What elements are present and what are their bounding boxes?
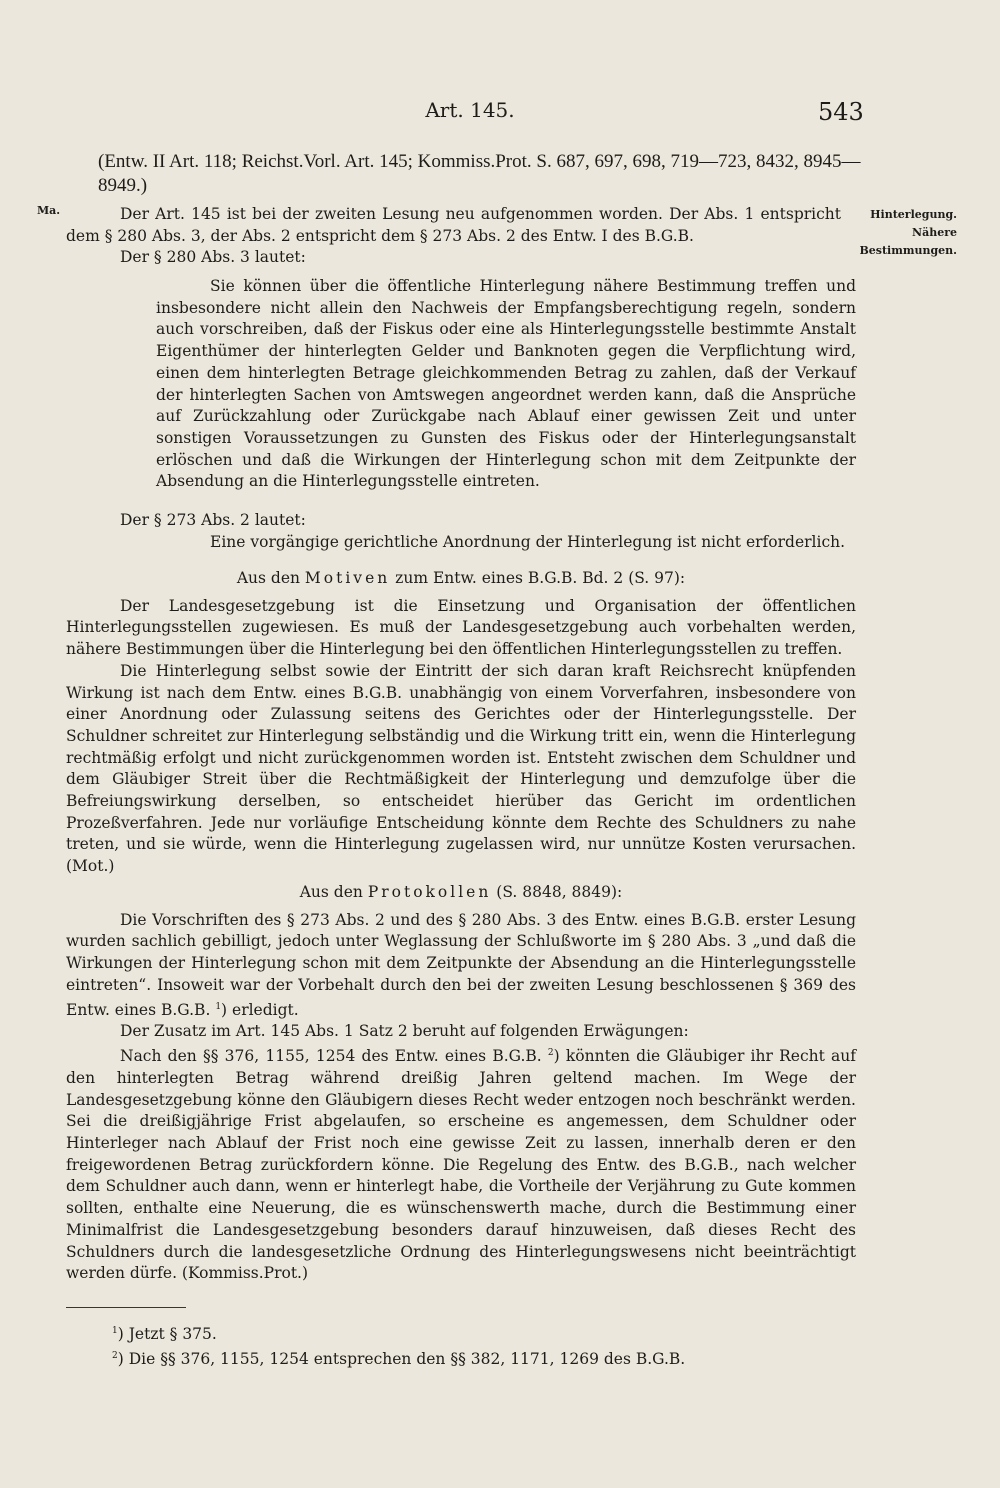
intro-section (66, 204, 841, 269)
margin-notes (845, 206, 957, 260)
running-header: Art. 145. (425, 98, 515, 122)
heading-text: Aus den (236, 569, 300, 587)
intro-lead: Der § 280 Abs. 3 lautet: (120, 248, 306, 267)
section-heading (66, 568, 856, 590)
paragraph: Der Zusatz im Art. 145 Abs. 1 Satz 2 beruht auf folgenden Erwägungen: (120, 1022, 689, 1041)
margin-note: Hinterlegung. (870, 208, 957, 221)
protokolle-section (66, 882, 856, 1285)
footnote-mark: 2 (112, 1351, 118, 1362)
quoted-provision: Eine vorgängige gerichtliche Anordnung der Hinterlegung ist nicht erforderlich. (210, 532, 846, 551)
footnote-ref: 2 (547, 1048, 554, 1059)
footnote (112, 1320, 685, 1345)
quote-section-1 (66, 276, 856, 493)
heading-text: zum Entw. eines B.G.B. Bd. 2 (S. 97): (395, 569, 686, 587)
footnote-text: ) Jetzt § 375. (117, 1325, 217, 1344)
source-references: (Entw. II Art. 118; Reichst.Vorl. Art. 145; Kommiss.Prot. S. 687, 697, 698, 719—723, 8432, 8945—8949.) (98, 151, 861, 196)
footnote-text: ) Die §§ 376, 1155, 1254 entsprechen den §§ 382, 1171, 1269 des B.G.B. (117, 1350, 686, 1369)
page-number: 543 (818, 98, 864, 126)
margin-tag: Ma. (37, 204, 61, 217)
margin-note: Nähere (912, 226, 957, 239)
paragraph: Die Hinterlegung selbst sowie der Eintritt der sich daran kraft Reichsrecht knüpfenden Wirkung ist nach dem Entw. eines B.G.B. unabhängig von einem Vorverfahren, insbesondere von einer Anordnung oder Zulassung seitens des Gerichtes oder der Hinterlegungsstelle. Der Schuldner schreitet zur Hinterlegung selbständig und die Wirkung tritt ein, wenn die Hinterlegung rechtmäßig erfolgt und nicht zurückgenommen worden ist. Entsteht zwischen dem Schuldner und dem Gläubiger Streit über die Rechtmäßigkeit der Hinterlegung und demzufolge über die Befreiungswirkung derselben, so entscheidet hierüber das Gericht im ordentlichen Prozeßverfahren. Jede nur vorläufige Entscheidung könnte dem Rechte des Schuldners zu nahe treten, und sie würde, wenn die Hinterlegung zugelassen wird, nur unnütze Kosten verursachen. (Mot.) (66, 661, 856, 876)
intro-lead: Der § 273 Abs. 2 lautet: (120, 511, 306, 529)
paragraph-text: Nach den §§ 376, 1155, 1254 des Entw. eines B.G.B. (120, 1047, 542, 1066)
section-heading (66, 882, 856, 904)
heading-emphasis: Motiven (304, 569, 391, 587)
quoted-provision: Sie können über die öffentliche Hinterlegung nähere Bestimmung treffen und insbesondere nicht allein den Nachweis der Empfangsberechtigung regeln, sondern auch vorschreiben, daß der Fiskus oder eine als Hinterlegungsstelle bestimmte Anstalt Eigenthümer der hinterlegten Gelder und Banknoten gegen die Verpflichtung wird, einen dem hinterlegten Betrage gleichkommenden Betrag zu zahlen, daß der Verkauf der hinterlegten Sachen von Amtswegen angeordnet werden kann, daß die Ansprüche auf Zurückzahlung oder Zurückgabe nach Ablauf einer gewissen Zeit und unter sonstigen Voraussetzungen zu Gunsten des Fiskus oder der Hinterlegungsanstalt erlöschen und daß die Wirkungen der Hinterlegung schon mit dem Zeitpunkte der Absendung an die Hinterlegungsstelle eintreten. (156, 277, 856, 491)
paragraph: Der Landesgesetzgebung ist die Einsetzung und Organisation der öffentlichen Hinterlegungsstellen zugewiesen. Es muß der Landesgesetzgebung auch vorbehalten werden, nähere Bestimmungen über die Hinterlegung bei den öffentlichen Hinterlegungsstellen zu treffen. (66, 596, 856, 659)
footnote (112, 1345, 685, 1370)
heading-text: (S. 8848, 8849): (496, 883, 623, 901)
footnotes (112, 1320, 685, 1370)
footnote-mark: 1 (112, 1326, 118, 1336)
intro-section-2 (66, 510, 856, 553)
heading-emphasis: Protokollen (367, 883, 492, 901)
paragraph (66, 910, 856, 1022)
motive-section (66, 568, 856, 878)
footnote-divider (66, 1307, 186, 1308)
paragraph-text: Die Vorschriften des § 273 Abs. 2 und des § 280 Abs. 3 des Entw. eines B.G.B. erster Lesung wurden sachlich gebilligt, jedoch unter Weglassung der Schlußworte im § 280 Abs. 3 „und daß die Wirkungen der Hinterlegung schon mit dem Zeitpunkte der Absendung an die Hinterlegungsstelle eintreten“. Insoweit war der Vorbehalt durch den bei der zweiten Lesung beschlossenen § 369 des Entw. eines B.G.B. (66, 910, 856, 1019)
paragraph-text: ) könnten die Gläubiger ihr Recht auf den hinterlegten Betrag während dreißig Jahren geltend machen. Im Wege der Landesgesetzgebung könne den Gläubigern dieses Recht weder entzogen noch beschränkt werden. Sei die dreißigjährige Frist abgelaufen, so erscheine es angemessen, dem Schuldner oder Hinterleger nach Ablauf der Frist noch eine gewisse Zeit zu lassen, innerhalb deren er den freigewordenen Betrag zurückfordern könne. Die Regelung des Entw. des B.G.B., nach welcher dem Schuldner auch dann, wenn er hinterlegt habe, die Vortheile der Verjährung zu Gute kommen sollten, enthalte eine Neuerung, die es wünschenswerth mache, durch die Bestimmung einer Minimalfrist die Landesgesetzgebung besonders darauf hinzuweisen, daß dieses Recht des Schuldners durch die landesgesetzliche Ordnung des Hinterlegungswesens nicht beeinträchtigt werden dürfe. (Kommiss.Prot.) (66, 1047, 857, 1283)
intro-paragraph: Der Art. 145 ist bei der zweiten Lesung neu aufgenommen worden. Der Abs. 1 entspricht dem § 280 Abs. 3, der Abs. 2 entspricht dem § 273 Abs. 2 des Entw. I des B.G.B. (66, 205, 841, 245)
margin-note: Bestimmungen. (859, 244, 957, 257)
footnote-ref: 1 (215, 1001, 222, 1012)
paragraph (66, 1043, 856, 1285)
heading-text: Aus den (299, 883, 363, 901)
paragraph-text: ) erledigt. (221, 1000, 299, 1019)
